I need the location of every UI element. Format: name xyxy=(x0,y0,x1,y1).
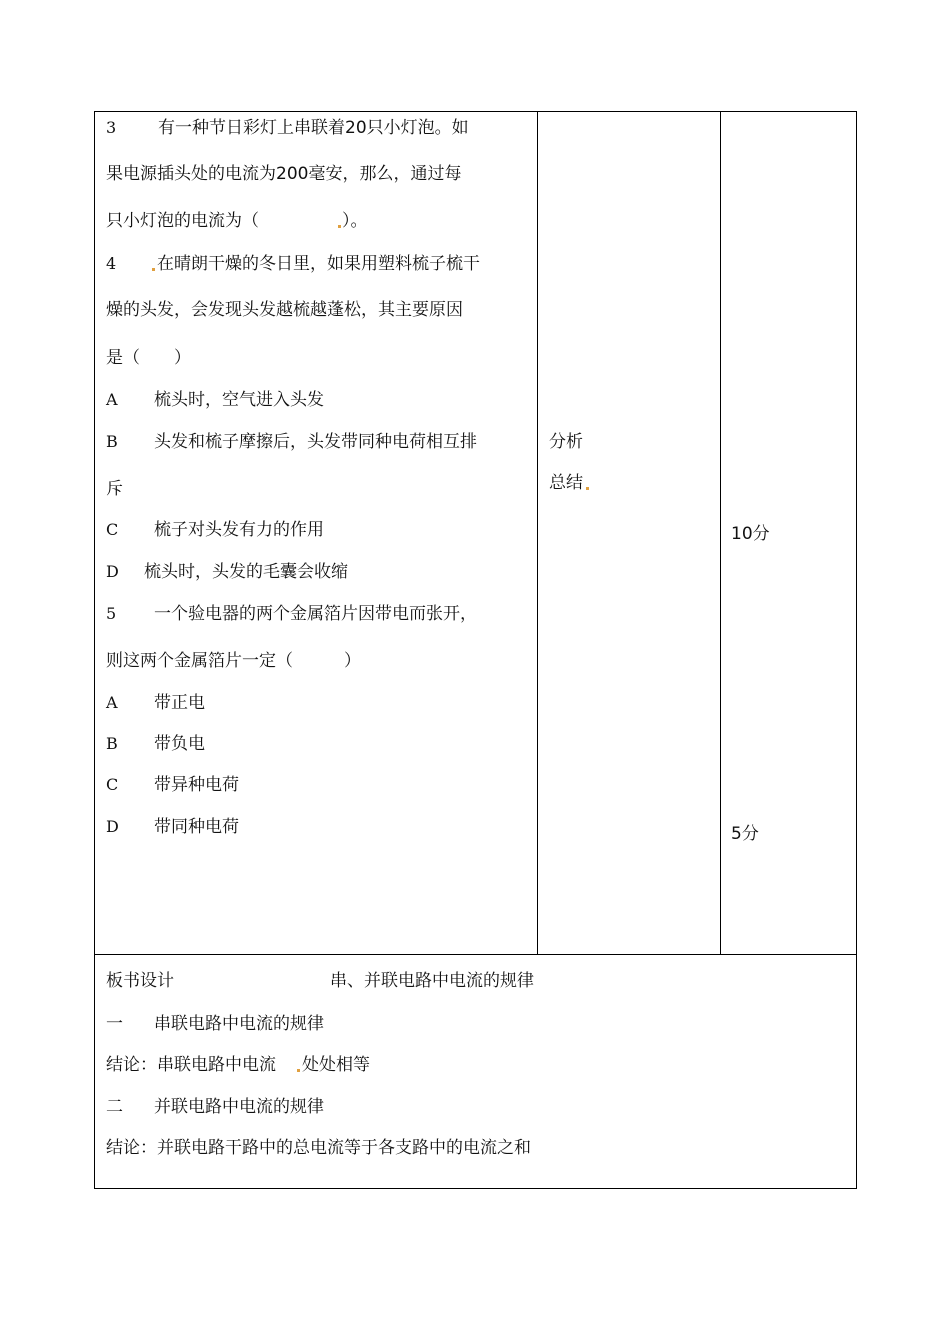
edit-mark xyxy=(152,268,155,271)
q5-line-1: 一个验电器的两个金属箔片因带电而张开， xyxy=(154,604,477,624)
q5-option-c-text: 带异种电荷 xyxy=(154,775,239,795)
q5-line-2: 则这两个金属箔片一定（ ） xyxy=(106,651,361,671)
method-summary: 总结 xyxy=(549,473,583,493)
time-10-min: 10分 xyxy=(731,524,770,544)
board-section-1-text: 串联电路中电流的规律 xyxy=(154,1014,324,1034)
q5-option-d-letter: D xyxy=(106,817,119,836)
board-conclusion-1b: 处处相等 xyxy=(302,1055,370,1075)
board-section-2-num: 二 xyxy=(106,1097,123,1117)
q4-option-a-letter: A xyxy=(106,390,118,409)
q4-option-b-cont: 斥 xyxy=(106,479,123,499)
q5-option-b-letter: B xyxy=(106,734,118,753)
row-divider xyxy=(94,954,857,955)
q3-line-3b: ）。 xyxy=(342,211,368,231)
q3-line-1: 有一种节日彩灯上串联着20只小灯泡。如 xyxy=(158,118,469,138)
board-section-1-num: 一 xyxy=(106,1014,123,1034)
board-title: 串、并联电路中电流的规律 xyxy=(330,971,534,991)
q4-option-b-text: 头发和梳子摩擦后，头发带同种电荷相互排 xyxy=(154,432,477,452)
q5-number: 5 xyxy=(106,604,117,623)
q4-option-a-text: 梳头时，空气进入头发 xyxy=(154,390,324,410)
q5-option-a-text: 带正电 xyxy=(154,693,205,713)
q5-option-c-letter: C xyxy=(106,775,119,794)
q4-line-1: 在晴朗干燥的冬日里，如果用塑料梳子梳干 xyxy=(157,254,480,274)
edit-mark xyxy=(586,487,589,490)
q4-option-c-text: 梳子对头发有力的作用 xyxy=(154,520,324,540)
q5-option-d-text: 带同种电荷 xyxy=(154,817,239,837)
edit-mark xyxy=(338,225,341,228)
q3-number: 3 xyxy=(106,118,117,137)
time-5-min: 5分 xyxy=(731,824,759,844)
q5-option-a-letter: A xyxy=(106,693,118,712)
q3-line-3a: 只小灯泡的电流为（ xyxy=(106,211,259,231)
q5-option-b-text: 带负电 xyxy=(154,734,205,754)
board-label: 板书设计 xyxy=(106,971,174,991)
q4-option-b-letter: B xyxy=(106,432,118,451)
q4-line-3: 是（ ） xyxy=(106,348,191,368)
q4-option-c-letter: C xyxy=(106,520,119,539)
board-conclusion-1a: 结论：串联电路中电流 xyxy=(106,1055,276,1075)
q4-number: 4 xyxy=(106,254,117,273)
column-divider-2 xyxy=(720,111,721,954)
method-analyze: 分析 xyxy=(549,432,583,452)
q4-line-2: 燥的头发，会发现头发越梳越蓬松，其主要原因 xyxy=(106,300,463,320)
board-section-2-text: 并联电路中电流的规律 xyxy=(154,1097,324,1117)
edit-mark xyxy=(297,1069,300,1072)
q3-line-2: 果电源插头处的电流为200毫安，那么，通过每 xyxy=(106,164,462,184)
board-conclusion-2: 结论：并联电路干路中的总电流等于各支路中的电流之和 xyxy=(106,1138,531,1158)
q4-option-d-letter: D xyxy=(106,562,119,581)
q4-option-d-text: 梳头时，头发的毛囊会收缩 xyxy=(144,562,348,582)
column-divider-1 xyxy=(537,111,538,954)
